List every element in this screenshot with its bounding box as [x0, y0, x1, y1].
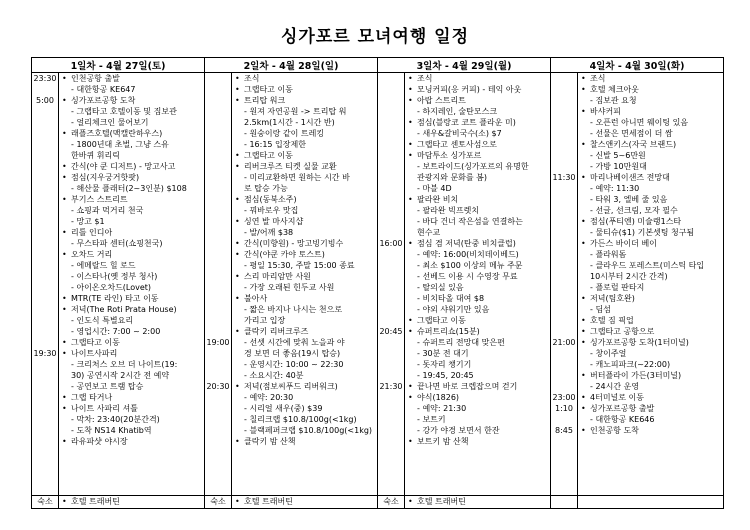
time-label: [205, 73, 231, 84]
time-label: [378, 128, 404, 139]
time-label: [205, 436, 231, 447]
schedule-item: • 찰스앤키스(자국 브랜드): [578, 139, 723, 150]
schedule-detail: - 운영시간: 10:00 ~ 22:30: [232, 359, 377, 370]
time-label: [378, 425, 404, 436]
time-label: [205, 128, 231, 139]
time-label: [205, 161, 231, 172]
time-label: 8:45: [555, 426, 573, 435]
time-label: [378, 370, 404, 381]
schedule-detail: - 돗자리 챙기기: [405, 359, 550, 370]
time-label: 20:30: [206, 382, 230, 391]
schedule-detail: - 30분 전 대기: [405, 348, 550, 359]
schedule-item: • 간식(야쿤 카야 토스트): [232, 249, 377, 260]
schedule-item: • 오차드 거리: [59, 249, 204, 260]
time-label: [32, 425, 58, 436]
time-label: [32, 436, 58, 447]
schedule-detail: - 가방 10만원대: [578, 161, 723, 172]
schedule-item: • MTR(TE 라인) 타고 이동: [59, 293, 204, 304]
time-label: 21:00: [552, 338, 576, 347]
schedule-item: • 저녁(The Roti Prata House): [59, 304, 204, 315]
time-label: [551, 139, 577, 150]
schedule-item: • 클락키 밤 산책: [232, 436, 377, 447]
schedule-item: • 저녁(팀호완): [578, 293, 723, 304]
time-label: [32, 359, 58, 370]
schedule-detail: - 발/어깨 $38: [232, 227, 377, 238]
schedule-item: • 나이트 사파리 셔틀: [59, 403, 204, 414]
time-label: [32, 128, 58, 139]
schedule-detail: - 오픈런 아니면 웨이팅 있음: [578, 117, 723, 128]
time-label: [378, 95, 404, 106]
schedule-detail: - 선글, 선크림, 모자 필수: [578, 205, 723, 216]
schedule-detail: - 예약: 16:00(비치데이베드): [405, 249, 550, 260]
day2-lodging: • 호텔 트래버틴: [232, 496, 378, 509]
time-label: [378, 282, 404, 293]
time-label: [378, 161, 404, 172]
time-label: [32, 337, 58, 348]
schedule-detail: - 하지레인, 술탄모스크: [405, 106, 550, 117]
schedule-detail: 경 보면 더 좋음(19시 탑승): [244, 349, 341, 358]
time-label: [205, 238, 231, 249]
time-label: 23:00: [552, 393, 576, 402]
time-label: [205, 326, 231, 337]
schedule-detail: 30) 공연시작 2시간 전 예약: [71, 371, 170, 380]
time-label: [378, 260, 404, 271]
time-label: [551, 249, 577, 260]
schedule-detail: - 예약: 20:30: [232, 392, 377, 403]
schedule-item: • 아랍 스트리트: [405, 95, 550, 106]
schedule-item: • 바샤커피: [578, 106, 723, 117]
time-label: [378, 271, 404, 282]
schedule-item: • 점심(블랑코 코트 플라운 미): [405, 117, 550, 128]
schedule-item: • 조식: [232, 73, 377, 84]
time-label: [378, 73, 404, 84]
time-label: [205, 249, 231, 260]
time-label: [378, 227, 404, 238]
schedule-detail: 2.5km(1시간 - 1시간 반): [244, 118, 335, 127]
time-label: [32, 183, 58, 194]
time-label: [551, 315, 577, 326]
time-label: [205, 139, 231, 150]
schedule-detail: - 1800년대 초벌, 그냥 스유: [59, 139, 204, 150]
time-label: [378, 403, 404, 414]
time-label: [551, 282, 577, 293]
schedule-item: • 그랩타고 센토사섬으로: [405, 139, 550, 150]
time-label: [32, 381, 58, 392]
schedule-item: • 싱가포르공항 도착(1터미널): [578, 337, 723, 348]
time-label: [551, 128, 577, 139]
schedule-item: • 그랩타고 공항으로: [578, 326, 723, 337]
time-label: [205, 227, 231, 238]
time-label: 20:45: [379, 327, 403, 336]
time-label: [205, 183, 231, 194]
time-label: [378, 139, 404, 150]
time-label: [551, 73, 577, 84]
day4-items: [578, 73, 724, 496]
schedule-detail: - 원숭이랑 같이 트레킹: [232, 128, 377, 139]
day3-lodging: • 호텔 트래버틴: [405, 496, 551, 509]
time-label: 1:10: [555, 404, 573, 413]
schedule-item: • 리틀 인디아: [59, 227, 204, 238]
time-label: [551, 304, 577, 315]
schedule-detail: 가리고 입장: [244, 316, 286, 325]
schedule-detail: - 창이주얼: [578, 348, 723, 359]
schedule-detail: 현수교: [417, 228, 441, 237]
time-label: [205, 425, 231, 436]
time-label: [32, 315, 58, 326]
schedule-item: • 리버크루즈 티켓 실물 교환: [232, 161, 377, 172]
time-label: [205, 348, 231, 359]
day3-lodging-label: 숙소: [378, 496, 405, 509]
schedule-item: • 싱가포르공항 출발: [578, 403, 723, 414]
time-label: [551, 271, 577, 282]
day1-header: 1일차 - 4월 27일(토): [32, 58, 205, 73]
time-label: [551, 238, 577, 249]
time-label: [205, 106, 231, 117]
schedule-item: • 점심 겸 저녁(탄중 비치클럽): [405, 238, 550, 249]
schedule-detail: - 대한항공 KE646: [578, 414, 723, 425]
schedule-item: • 호텔 짐 픽업: [578, 315, 723, 326]
schedule-detail: - 쇼핑과 먹거리 천국: [59, 205, 204, 216]
schedule-item: • 그랩타고 이동: [232, 84, 377, 95]
day3-items: [405, 73, 551, 496]
time-label: [205, 359, 231, 370]
schedule-item: • 점심(지우궁거핫팟): [59, 172, 204, 183]
schedule-detail: - 클라우드 포레스트(미스틱 타입: [578, 260, 723, 271]
time-label: [551, 161, 577, 172]
schedule-detail: - 19:45, 20:45: [405, 370, 550, 381]
schedule-detail: - 막차: 23:40(20분간격): [59, 414, 204, 425]
time-label: [378, 359, 404, 370]
time-label: [32, 293, 58, 304]
time-label: [551, 348, 577, 359]
day1-times: [32, 73, 59, 496]
schedule-detail: - 선물은 면세점이 더 쌈: [578, 128, 723, 139]
time-label: [378, 216, 404, 227]
schedule-item: • 그랩 타거나: [59, 392, 204, 403]
time-label: [32, 414, 58, 425]
time-label: [32, 403, 58, 414]
schedule-item: • 저녁(점보씨푸드 리버워크): [232, 381, 377, 392]
schedule-detail: - 슈퍼트리 전망대 맞은편: [405, 337, 550, 348]
time-label: 16:00: [379, 239, 403, 248]
time-label: [205, 414, 231, 425]
time-label: [205, 271, 231, 282]
schedule-detail: - 신발 5~6만원: [578, 150, 723, 161]
day1-lodging: • 호텔 트래버틴: [59, 496, 205, 509]
schedule-detail: 로 탑승 가능: [244, 184, 288, 193]
time-label: [32, 249, 58, 260]
schedule-item: • 부기스 스트리트: [59, 194, 204, 205]
time-label: [32, 326, 58, 337]
schedule-detail: - 이스타나(옛 정부 청사): [59, 271, 204, 282]
time-label: [378, 315, 404, 326]
time-label: 5:00: [36, 96, 54, 105]
schedule-item: • 간식(미향원) - 망고빙기빙수: [232, 238, 377, 249]
schedule-item: • 마담투소 싱가포르: [405, 150, 550, 161]
schedule-detail: - 영업시간: 7:00 ~ 2:00: [59, 326, 204, 337]
time-label: [205, 172, 231, 183]
day3-times: [378, 73, 405, 496]
day2-lodging-label: 숙소: [205, 496, 232, 509]
schedule-item: • 마리나베이샌즈 전망대: [578, 172, 723, 183]
schedule-item: • 버터플라이 가든(3터미널): [578, 370, 723, 381]
schedule-detail: - 야외 샤워기만 있음: [405, 304, 550, 315]
schedule-body-row: [32, 73, 724, 496]
schedule-detail: - 망고 $1: [59, 216, 204, 227]
day1-items: [59, 73, 205, 496]
day4-header: 4일차 - 4월 30일(화): [551, 58, 724, 73]
time-label: [551, 293, 577, 304]
schedule-detail: - 도착 NS14 Khatib역: [59, 425, 204, 436]
time-label: [32, 282, 58, 293]
schedule-detail: - 딤섬: [578, 304, 723, 315]
day4-times: [551, 73, 578, 496]
schedule-detail: - 플라워돔: [578, 249, 723, 260]
time-label: [551, 216, 577, 227]
schedule-item: • 간식(야 쿤 디저트) - 망고사고: [59, 161, 204, 172]
time-label: [378, 183, 404, 194]
day4-lodging-label: [551, 496, 578, 509]
time-label: [378, 414, 404, 425]
day2-header: 2일차 - 4월 28일(일): [205, 58, 378, 73]
schedule-item: • 그랩타고 이동: [405, 315, 550, 326]
time-label: [205, 304, 231, 315]
schedule-detail: - 미리교환하면 원하는 시간 바: [232, 172, 377, 183]
schedule-item: • 그랩타고 이동: [232, 150, 377, 161]
schedule-detail: 관광지와 문화를 봄): [417, 173, 488, 182]
time-label: [205, 282, 231, 293]
schedule-detail: - 아이온오차드(Lovet): [59, 282, 204, 293]
time-label: [551, 359, 577, 370]
time-label: [378, 84, 404, 95]
schedule-detail: [578, 436, 723, 447]
time-label: [32, 106, 58, 117]
time-label: [32, 139, 58, 150]
time-label: [32, 271, 58, 282]
time-label: [205, 117, 231, 128]
schedule-detail: - 원져 자연공원 -> 트리탑 워: [232, 106, 377, 117]
schedule-detail: - 16:15 입장제한: [232, 139, 377, 150]
schedule-item: • 불아사: [232, 293, 377, 304]
time-label: [205, 216, 231, 227]
schedule-detail: - 짧은 바지나 나시는 천으로: [232, 304, 377, 315]
schedule-detail: - 얼리체크인 물어보기: [59, 117, 204, 128]
time-label: [378, 348, 404, 359]
schedule-detail: - 평일 15:30, 주말 15:00 종료: [232, 260, 377, 271]
time-label: [205, 95, 231, 106]
itinerary-table: [31, 57, 724, 509]
time-label: [551, 106, 577, 117]
schedule-detail: - 선셋 시간에 맞춰 노을과 야: [232, 337, 377, 348]
time-label: [32, 370, 58, 381]
schedule-item: • 팔라완 비치: [405, 194, 550, 205]
schedule-item: • 점심(푸티엔) 미슐랭1스타: [578, 216, 723, 227]
time-label: [378, 205, 404, 216]
schedule-item: • 모닝커피(응 커피) - 테익 아웃: [405, 84, 550, 95]
schedule-detail: - 인도식 특별요리: [59, 315, 204, 326]
schedule-detail: - 플로럴 판타지: [578, 282, 723, 293]
schedule-detail: - 꿔바로우 맛집: [232, 205, 377, 216]
time-label: [32, 117, 58, 128]
time-label: [378, 392, 404, 403]
schedule-detail: - 비치타올 대여 $8: [405, 293, 550, 304]
time-label: [551, 117, 577, 128]
schedule-item: • 라유파샷 야시장: [59, 436, 204, 447]
schedule-item: • 점심(동북소주): [232, 194, 377, 205]
page-title: 싱가포르 모녀여행 일정: [280, 27, 470, 47]
day2-items: [232, 73, 378, 496]
schedule-detail: - 선베드 이용 시 수영장 무료: [405, 271, 550, 282]
schedule-detail: - 예약: 11:30: [578, 183, 723, 194]
day4-lodging: [578, 496, 724, 509]
schedule-item: • 인천공항 도착: [578, 425, 723, 436]
time-label: [551, 194, 577, 205]
time-label: [205, 150, 231, 161]
time-label: [205, 205, 231, 216]
time-label: 19:30: [33, 349, 57, 358]
day3-header: 3일차 - 4월 29일(월): [378, 58, 551, 73]
time-label: [32, 150, 58, 161]
schedule-item: • 싱연 발 마사지샵: [232, 216, 377, 227]
time-label: [32, 304, 58, 315]
header-row: [32, 58, 724, 73]
time-label: [551, 183, 577, 194]
schedule-detail: - 무스타파 센터(쇼핑천국): [59, 238, 204, 249]
time-label: [32, 227, 58, 238]
schedule-detail: - 보트키: [405, 414, 550, 425]
schedule-detail: - 그랩타고 호텔이동 및 짐보관: [59, 106, 204, 117]
time-label: [205, 84, 231, 95]
schedule-item: • 가든스 바이더 베이: [578, 238, 723, 249]
schedule-detail: - 물티슈($1) 기본셋팅 청구됨: [578, 227, 723, 238]
schedule-detail: - 강가 야경 보면서 한잔: [405, 425, 550, 436]
time-label: [32, 216, 58, 227]
time-label: 21:30: [379, 382, 403, 391]
lodging-row: [32, 496, 724, 509]
schedule-item: • 그랩타고 이동: [59, 337, 204, 348]
schedule-detail: - 짐보관 요청: [578, 95, 723, 106]
time-label: [378, 436, 404, 447]
time-label: [378, 172, 404, 183]
schedule-detail: - 크리처스 오브 더 나이트(19:: [59, 359, 204, 370]
schedule-item: • 호텔 체크아웃: [578, 84, 723, 95]
schedule-detail: - 해산물 플래터(2~3인분) $108: [59, 183, 204, 194]
time-label: [32, 238, 58, 249]
schedule-item: • 보트키 밤 산책: [405, 436, 550, 447]
day1-lodging-label: 숙소: [32, 496, 59, 509]
schedule-detail: - 소요시간: 40분: [232, 370, 377, 381]
schedule-detail: - 공연보고 트램 탑승: [59, 381, 204, 392]
schedule-item: • 트리탑 워크: [232, 95, 377, 106]
time-label: [378, 249, 404, 260]
schedule-item: • 래플즈호텔(맥캘란하우스): [59, 128, 204, 139]
schedule-detail: - 타워 3, 엘베 줄 있음: [578, 194, 723, 205]
time-label: [551, 414, 577, 425]
time-label: [551, 150, 577, 161]
time-label: [551, 436, 577, 447]
schedule-detail: - 예약: 21:30: [405, 403, 550, 414]
schedule-item: • 야식(1826): [405, 392, 550, 403]
schedule-detail: - 에메랄드 힐 로드: [59, 260, 204, 271]
time-label: [205, 392, 231, 403]
schedule-detail: - 시리얼 새우(중) $39: [232, 403, 377, 414]
schedule-detail: - 대한항공 KE647: [59, 84, 204, 95]
time-label: [205, 293, 231, 304]
time-label: [32, 172, 58, 183]
schedule-detail: - 탈의실 있음: [405, 282, 550, 293]
time-label: [551, 381, 577, 392]
time-label: 23:30: [33, 74, 57, 83]
time-label: [32, 260, 58, 271]
schedule-detail: 10시부터 2시간 간격): [590, 272, 668, 281]
time-label: 19:00: [206, 338, 230, 347]
time-label: [378, 337, 404, 348]
time-label: [32, 392, 58, 403]
time-label: [378, 293, 404, 304]
schedule-detail: - 마블 4D: [405, 183, 550, 194]
schedule-detail: - 새우&갈비국수(소) $7: [405, 128, 550, 139]
time-label: [551, 326, 577, 337]
schedule-item: • 4터미널로 이동: [578, 392, 723, 403]
schedule-item: • 스리 마리암만 사원: [232, 271, 377, 282]
time-label: [378, 194, 404, 205]
schedule-item: • 인천공항 출발: [59, 73, 204, 84]
time-label: [551, 84, 577, 95]
schedule-detail: - 팔라완 빅프렛치: [405, 205, 550, 216]
schedule-item: • 슈퍼트리쇼(15분): [405, 326, 550, 337]
time-label: [32, 194, 58, 205]
time-label: [32, 205, 58, 216]
time-label: [378, 117, 404, 128]
time-label: [551, 95, 577, 106]
schedule-item: • 조식: [578, 73, 723, 84]
time-label: [378, 106, 404, 117]
schedule-detail: - 가장 오래된 힌두교 사원: [232, 282, 377, 293]
time-label: [205, 315, 231, 326]
time-label: [378, 150, 404, 161]
schedule-item: • 클락키 리버크루즈: [232, 326, 377, 337]
schedule-detail: 한바퀴 휘리릭: [71, 151, 120, 160]
schedule-detail: - 보트라이드(싱가포르의 유명한: [405, 161, 550, 172]
schedule-detail: - 칠리크랩 $10.8/100g(<1kg): [232, 414, 377, 425]
schedule-detail: - 최소 $100 이상의 메뉴 주문: [405, 260, 550, 271]
time-label: [378, 304, 404, 315]
time-label: [205, 194, 231, 205]
schedule-detail: - 블랙페퍼크랩 $10.8/100g(<1kg): [232, 425, 377, 436]
time-label: [32, 84, 58, 95]
time-label: [551, 260, 577, 271]
schedule-item: • 끝나면 바로 크렙잡으며 걷기: [405, 381, 550, 392]
time-label: [205, 370, 231, 381]
schedule-detail: - 캐노피파크(~22:00): [578, 359, 723, 370]
time-label: [205, 260, 231, 271]
schedule-item: • 조식: [405, 73, 550, 84]
time-label: 11:30: [552, 173, 576, 182]
schedule-detail: - 바다 건너 작은섬을 연결하는: [405, 216, 550, 227]
schedule-detail: - 24시간 운영: [578, 381, 723, 392]
time-label: [32, 161, 58, 172]
time-label: [205, 403, 231, 414]
schedule-item: • 싱가포르공항 도착: [59, 95, 204, 106]
time-label: [551, 370, 577, 381]
day2-times: [205, 73, 232, 496]
schedule-item: • 나이트사파리: [59, 348, 204, 359]
time-label: [551, 205, 577, 216]
time-label: [551, 227, 577, 238]
